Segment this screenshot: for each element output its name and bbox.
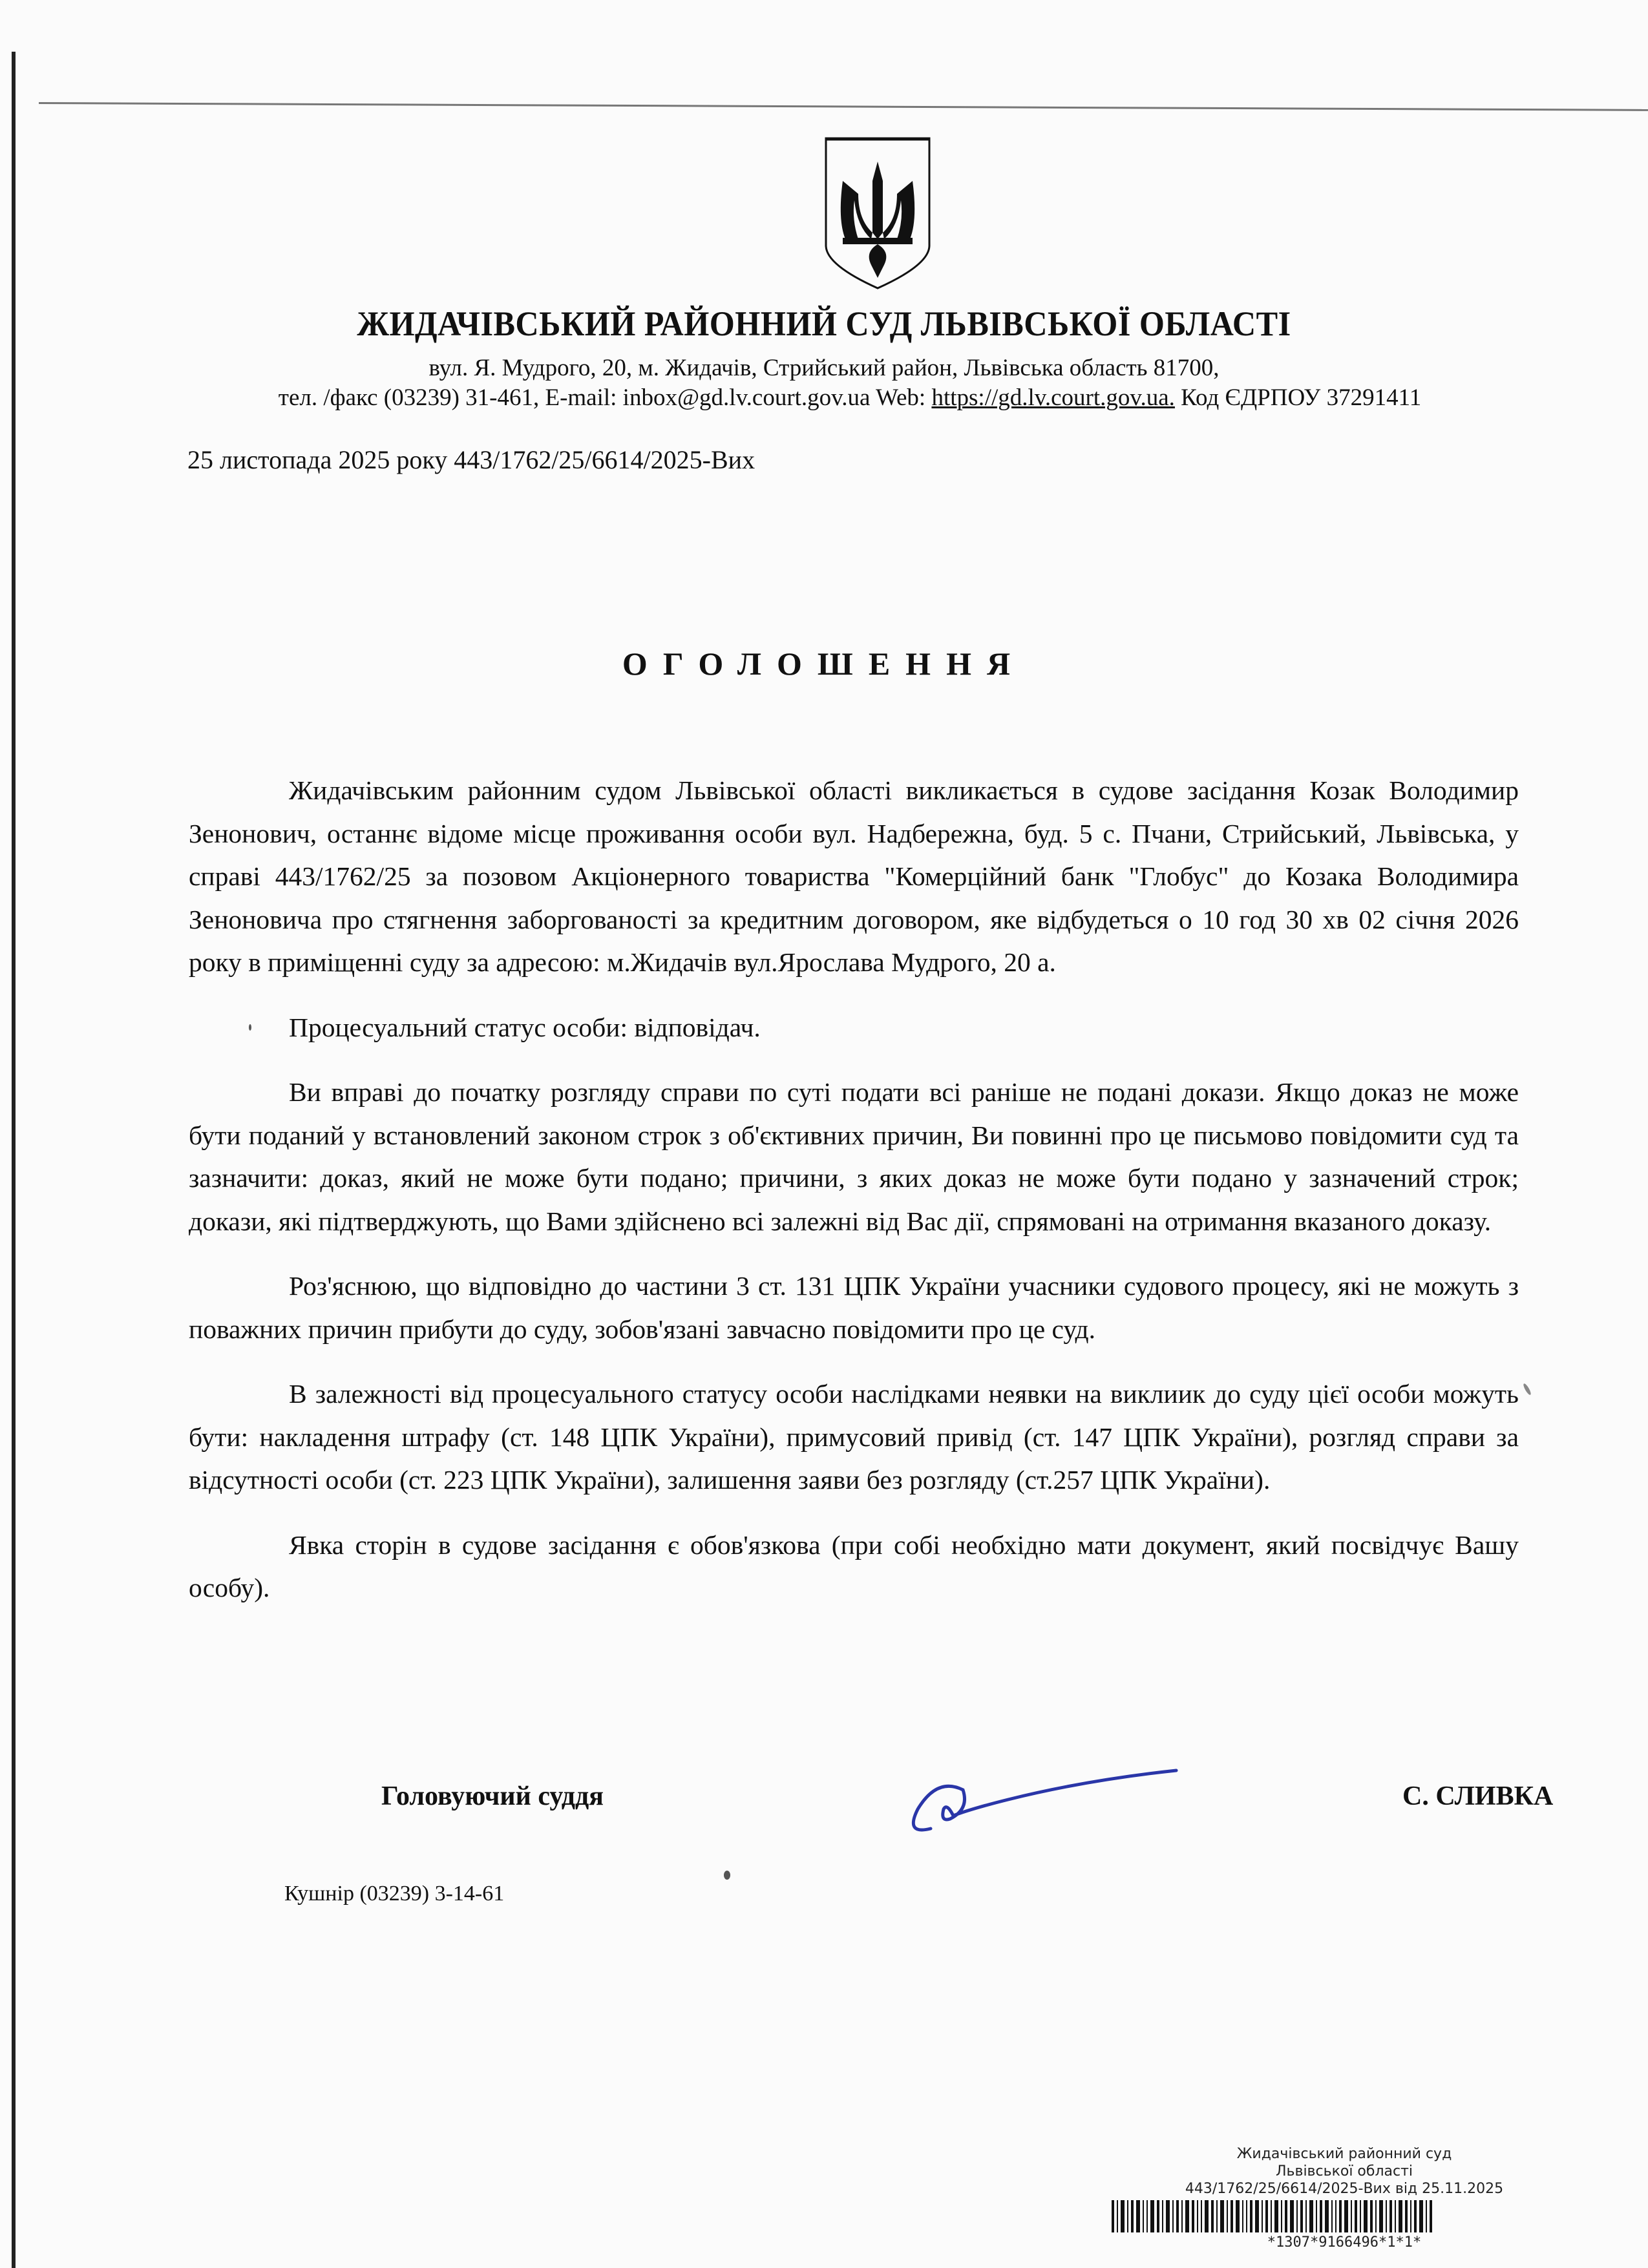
scan-speck — [724, 1871, 730, 1880]
trident-coat-of-arms-icon — [819, 136, 936, 291]
scan-edge-left — [12, 52, 16, 2268]
announcement-body — [189, 769, 1519, 1632]
court-address: вул. Я. Мудрого, 20, м. Жидачів, Стрийський район, Львівська область 81700, — [428, 355, 1220, 381]
registration-stamp — [1099, 2145, 1590, 2247]
scan-edge-top — [39, 102, 1648, 111]
stamp-line-1: Жидачівський районний суд — [1236, 2146, 1452, 2162]
judge-name: С. СЛИВКА — [1402, 1781, 1554, 1811]
paragraph-evidence: Ви вправі до початку розгляду справи по суті подати всі раніше не подані докази. Якщо доказ не може бути поданий у встановлений законом строк з об'єктивних причин, Ви повинні про це письмово повідомити суд та зазначити: доказ, який не може бути подано; причини, з яких доказ не може бути подано у зазначений строк; докази, які підтверджують, що Вами здійснено всі залежні від Вас дії, спрямовані на отримання вказаного доказу. — [189, 1077, 1519, 1236]
edrpou-code: Код ЄДРПОУ 37291411 — [1174, 384, 1422, 411]
scan-speck — [249, 1024, 251, 1031]
stamp-line-3: 443/1762/25/6614/2025-Вих від 25.11.2025 — [1185, 2181, 1504, 2197]
contacts-prefix: тел. /факс (03239) 31-461, E-mail: inbox@gd.lv.court.gov.ua Web: — [278, 384, 932, 411]
paragraph-attendance: Явка сторін в судове засідання є обов'язкова (при собі необхідно мати документ, який посвідчує Вашу особу). — [189, 1529, 1519, 1602]
stamp-line-2: Львівської області — [1275, 2163, 1413, 2179]
court-contacts — [26, 384, 1648, 412]
handwritten-signature-icon — [892, 1764, 1215, 1842]
clerk-contact: Кушнір (03239) 3-14-61 — [284, 1882, 505, 1906]
barcode-icon — [1112, 2200, 1577, 2232]
court-title: ЖИДАЧІВСЬКИЙ РАЙОННИЙ СУД ЛЬВІВСЬКОЇ ОБЛАСТІ — [357, 304, 1291, 343]
scan-speck — [1522, 1383, 1532, 1396]
paragraph-consequences: В залежності від процесуального статусу особи наслідками неявки на виклиик до суду цієї особи можуть бути: накладення штрафу (ст. 148 ЦПК України), примусовий привід (ст. 147 ЦПК України), розгляд справи за відсутності особи (ст. 223 ЦПК України), залишення заяви без розгляду (ст.257 ЦПК України). — [189, 1379, 1519, 1495]
barcode-text: *1307*9166496*1*1* — [1267, 2234, 1422, 2247]
outgoing-number: 25 листопада 2025 року 443/1762/25/6614/2025-Вих — [187, 445, 755, 474]
website-link[interactable]: https://gd.lv.court.gov.ua. — [931, 384, 1175, 411]
document-heading: ОГОЛОШЕННЯ — [622, 646, 1026, 682]
judge-role: Головуючий суддя — [381, 1781, 604, 1811]
paragraph-summons: Жидачівським районним судом Львівської області викликається в судове засідання Козак Володимир Зенонович, останнє відоме місце проживання особи вул. Надбережна, буд. 5 с. Пчани, Стрийський, Львівська, у справі 443/1762/25 за позовом Акціонерного товариства "Комерційний банк "Глобус" до Козака Володимира Зеноновича про стягнення заборгованості за кредитним договором, яке відбудеться о 10 год 30 хв 02 січня 2026 року в приміщенні суду за адресою: м.Жидачів вул.Ярослава Мудрого, 20 а. — [189, 775, 1519, 977]
paragraph-explanation: Роз'яснюю, що відповідно до частини 3 ст. 131 ЦПК України учасники судового процесу, які не можуть з поважних причин прибути до суду, зобов'язані завчасно повідомити про це суд. — [189, 1271, 1519, 1344]
signature-block — [0, 1770, 1648, 1848]
paragraph-status: Процесуальний статус особи: відповідач. — [289, 1012, 761, 1042]
